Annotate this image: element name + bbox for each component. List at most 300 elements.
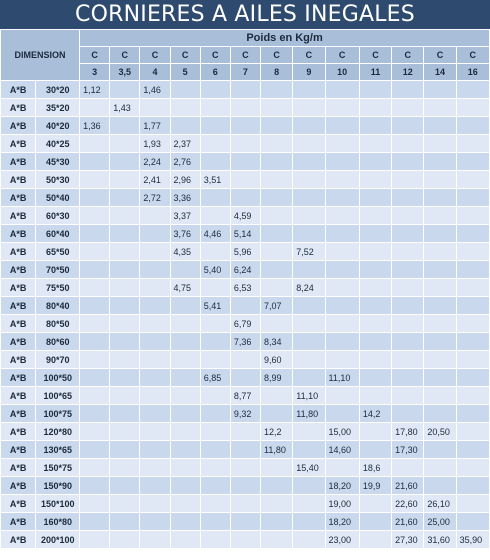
- weight-cell: 31,60: [424, 531, 456, 549]
- weight-cell: 15,00: [325, 423, 359, 441]
- dimension-size: 100*65: [36, 387, 80, 405]
- dimension-prefix: A*B: [1, 117, 36, 135]
- weight-cell: [293, 261, 325, 279]
- weight-cell: [200, 333, 230, 351]
- weight-cell: [170, 117, 200, 135]
- weight-cell: [80, 513, 110, 531]
- weight-cell: [325, 99, 359, 117]
- weight-cell: [110, 153, 140, 171]
- weight-cell: [140, 225, 170, 243]
- weight-cell: [456, 279, 489, 297]
- weight-cell: [200, 351, 230, 369]
- thickness-header-cell: 14: [424, 64, 456, 81]
- weight-cell: [110, 135, 140, 153]
- weight-cell: [140, 405, 170, 423]
- weight-cell: 6,53: [230, 279, 260, 297]
- weight-cell: 8,77: [230, 387, 260, 405]
- weight-cell: [456, 459, 489, 477]
- weight-cell: [359, 153, 391, 171]
- dimension-prefix: A*B: [1, 297, 36, 315]
- dimension-prefix: A*B: [1, 279, 36, 297]
- weights-table: [0, 29, 490, 549]
- weight-cell: [110, 477, 140, 495]
- weight-cell: [325, 207, 359, 225]
- weight-cell: 1,12: [80, 81, 110, 99]
- weight-cell: 18,20: [325, 513, 359, 531]
- table-row: [1, 261, 490, 279]
- weight-cell: 27,30: [392, 531, 424, 549]
- table-row: [1, 171, 490, 189]
- weight-cell: [140, 279, 170, 297]
- weight-cell: [293, 135, 325, 153]
- dimension-prefix: A*B: [1, 243, 36, 261]
- weight-cell: [261, 225, 293, 243]
- weight-cell: [359, 117, 391, 135]
- weight-cell: [359, 189, 391, 207]
- weight-cell: [392, 261, 424, 279]
- weight-cell: 8,24: [293, 279, 325, 297]
- weight-cell: [293, 333, 325, 351]
- weight-cell: 21,60: [392, 513, 424, 531]
- weight-cell: 3,37: [170, 207, 200, 225]
- dimension-prefix: A*B: [1, 135, 36, 153]
- weight-cell: 2,76: [170, 153, 200, 171]
- weight-cell: 23,00: [325, 531, 359, 549]
- dimension-prefix: A*B: [1, 513, 36, 531]
- weight-cell: [424, 351, 456, 369]
- weight-cell: [80, 153, 110, 171]
- weight-cell: 6,85: [200, 369, 230, 387]
- weight-cell: [140, 243, 170, 261]
- table-row: [1, 369, 490, 387]
- weight-cell: 1,77: [140, 117, 170, 135]
- dimension-size: 40*20: [36, 117, 80, 135]
- weight-cell: [80, 441, 110, 459]
- weight-cell: [456, 423, 489, 441]
- weight-cell: [392, 405, 424, 423]
- weight-cell: [392, 207, 424, 225]
- weight-cell: [200, 513, 230, 531]
- weight-cell: [80, 225, 110, 243]
- dimension-prefix: A*B: [1, 189, 36, 207]
- dimension-size: 45*30: [36, 153, 80, 171]
- table-row: [1, 513, 490, 531]
- weight-cell: [230, 531, 260, 549]
- weight-cell: [230, 99, 260, 117]
- c-header-cell: C: [200, 47, 230, 64]
- weight-cell: [325, 225, 359, 243]
- weight-cell: [325, 81, 359, 99]
- weight-cell: [392, 387, 424, 405]
- weight-cell: [80, 243, 110, 261]
- weight-cell: [392, 189, 424, 207]
- weight-cell: [392, 135, 424, 153]
- weight-cell: [359, 81, 391, 99]
- table-row: [1, 279, 490, 297]
- weight-cell: 15,40: [293, 459, 325, 477]
- weight-cell: [230, 459, 260, 477]
- weight-cell: 17,30: [392, 441, 424, 459]
- table-row: [1, 99, 490, 117]
- weight-cell: [456, 171, 489, 189]
- weight-cell: [392, 333, 424, 351]
- weight-cell: [80, 279, 110, 297]
- thickness-header-cell: 12: [392, 64, 424, 81]
- dimension-size: 60*30: [36, 207, 80, 225]
- weight-cell: [424, 189, 456, 207]
- weight-cell: [456, 99, 489, 117]
- weight-cell: [456, 297, 489, 315]
- weight-cell: 5,96: [230, 243, 260, 261]
- weight-cell: [80, 531, 110, 549]
- weight-cell: [456, 369, 489, 387]
- weight-cell: [424, 171, 456, 189]
- c-header-cell: C: [170, 47, 200, 64]
- weight-cell: [170, 441, 200, 459]
- weight-cell: [424, 81, 456, 99]
- weight-cell: [200, 99, 230, 117]
- weight-cell: [293, 171, 325, 189]
- weight-cell: [359, 495, 391, 513]
- weight-cell: [392, 153, 424, 171]
- weight-cell: [424, 405, 456, 423]
- weight-cell: 22,60: [392, 495, 424, 513]
- weight-cell: [110, 459, 140, 477]
- weight-cell: [140, 369, 170, 387]
- weight-cell: [424, 459, 456, 477]
- weight-cell: [80, 405, 110, 423]
- dimension-prefix: A*B: [1, 99, 36, 117]
- weight-cell: [200, 189, 230, 207]
- weight-cell: [110, 297, 140, 315]
- weight-cell: [140, 495, 170, 513]
- c-header-cell: C: [392, 47, 424, 64]
- dimension-prefix: A*B: [1, 387, 36, 405]
- weight-cell: [293, 531, 325, 549]
- weight-cell: [456, 225, 489, 243]
- weight-cell: [456, 81, 489, 99]
- weight-cell: [110, 387, 140, 405]
- weight-cell: [392, 99, 424, 117]
- weight-cell: 11,10: [293, 387, 325, 405]
- weight-cell: [293, 369, 325, 387]
- weight-cell: [456, 405, 489, 423]
- c-header-cell: C: [424, 47, 456, 64]
- weight-cell: [80, 261, 110, 279]
- weight-cell: [200, 153, 230, 171]
- weight-cell: [359, 333, 391, 351]
- weight-cell: [261, 243, 293, 261]
- weight-cell: 11,80: [261, 441, 293, 459]
- dimension-prefix: A*B: [1, 333, 36, 351]
- weight-cell: [200, 459, 230, 477]
- weight-cell: [170, 261, 200, 279]
- weight-cell: 8,34: [261, 333, 293, 351]
- dimension-prefix: A*B: [1, 81, 36, 99]
- weight-cell: [110, 117, 140, 135]
- weight-cell: [230, 477, 260, 495]
- weight-cell: [80, 171, 110, 189]
- weight-cell: [80, 333, 110, 351]
- weight-cell: [110, 81, 140, 99]
- weight-cell: [140, 207, 170, 225]
- dimension-prefix: A*B: [1, 495, 36, 513]
- weight-cell: 2,72: [140, 189, 170, 207]
- weight-cell: [424, 369, 456, 387]
- table-row: [1, 315, 490, 333]
- weight-cell: [200, 423, 230, 441]
- weight-cell: 7,52: [293, 243, 325, 261]
- weight-cell: [359, 99, 391, 117]
- weight-cell: 9,32: [230, 405, 260, 423]
- weight-cell: [424, 153, 456, 171]
- dimension-prefix: A*B: [1, 531, 36, 549]
- weight-cell: [110, 333, 140, 351]
- c-header-cell: C: [359, 47, 391, 64]
- weight-cell: 14,2: [359, 405, 391, 423]
- weight-cell: [140, 477, 170, 495]
- weight-cell: [170, 351, 200, 369]
- weight-cell: [424, 225, 456, 243]
- weight-cell: [170, 387, 200, 405]
- weight-cell: [140, 441, 170, 459]
- c-header-cell: C: [80, 47, 110, 64]
- dimension-size: 150*100: [36, 495, 80, 513]
- weight-cell: [110, 189, 140, 207]
- weight-cell: [359, 351, 391, 369]
- thickness-header-cell: 5: [170, 64, 200, 81]
- table-row: [1, 189, 490, 207]
- weight-cell: [80, 207, 110, 225]
- weight-cell: 11,80: [293, 405, 325, 423]
- weight-cell: [359, 513, 391, 531]
- weight-cell: [80, 369, 110, 387]
- weight-cell: 14,60: [325, 441, 359, 459]
- weight-cell: 5,14: [230, 225, 260, 243]
- table-row: [1, 351, 490, 369]
- weight-cell: [110, 279, 140, 297]
- weight-cell: 7,07: [261, 297, 293, 315]
- dimension-prefix: A*B: [1, 441, 36, 459]
- thickness-header-cell: 3,5: [110, 64, 140, 81]
- weight-cell: 1,43: [110, 99, 140, 117]
- weight-cell: [359, 441, 391, 459]
- weight-cell: [392, 315, 424, 333]
- weight-cell: 26,10: [424, 495, 456, 513]
- weight-cell: [424, 315, 456, 333]
- weight-cell: [424, 135, 456, 153]
- table-row: [1, 81, 490, 99]
- weight-cell: 6,24: [230, 261, 260, 279]
- weight-cell: [80, 315, 110, 333]
- weight-cell: [261, 207, 293, 225]
- weight-cell: [456, 351, 489, 369]
- weight-cell: [392, 459, 424, 477]
- dimension-size: 50*30: [36, 171, 80, 189]
- weight-cell: 12,2: [261, 423, 293, 441]
- weight-cell: [110, 441, 140, 459]
- dimension-prefix: A*B: [1, 225, 36, 243]
- weight-cell: 6,79: [230, 315, 260, 333]
- weight-cell: [261, 117, 293, 135]
- weight-cell: [140, 513, 170, 531]
- weight-cell: [230, 135, 260, 153]
- weight-cell: [392, 81, 424, 99]
- weight-cell: [359, 225, 391, 243]
- weight-cell: [261, 279, 293, 297]
- weight-cell: 8,99: [261, 369, 293, 387]
- dimension-size: 35*20: [36, 99, 80, 117]
- weight-cell: [230, 441, 260, 459]
- weight-cell: [456, 315, 489, 333]
- table-row: [1, 117, 490, 135]
- weight-cell: [170, 297, 200, 315]
- c-header-cell: C: [230, 47, 260, 64]
- weight-cell: 1,36: [80, 117, 110, 135]
- table-row: [1, 243, 490, 261]
- weight-cell: 18,6: [359, 459, 391, 477]
- weight-cell: [261, 405, 293, 423]
- weight-cell: 2,96: [170, 171, 200, 189]
- weight-cell: 4,59: [230, 207, 260, 225]
- table-row: [1, 495, 490, 513]
- weight-cell: [140, 333, 170, 351]
- weight-cell: 18,20: [325, 477, 359, 495]
- thickness-header-cell: 11: [359, 64, 391, 81]
- thickness-header-cell: 4: [140, 64, 170, 81]
- weight-cell: [80, 495, 110, 513]
- weight-cell: 11,10: [325, 369, 359, 387]
- weight-cell: [325, 315, 359, 333]
- weight-cell: [359, 297, 391, 315]
- c-header-cell: C: [456, 47, 489, 64]
- weight-cell: [456, 153, 489, 171]
- dimension-size: 120*80: [36, 423, 80, 441]
- weight-cell: [80, 459, 110, 477]
- weight-cell: [392, 351, 424, 369]
- weight-cell: [200, 405, 230, 423]
- weight-cell: [140, 423, 170, 441]
- c-header-cell: C: [325, 47, 359, 64]
- dimension-prefix: A*B: [1, 315, 36, 333]
- weight-cell: [140, 261, 170, 279]
- weight-cell: [456, 441, 489, 459]
- weight-cell: [325, 351, 359, 369]
- weight-cell: [359, 387, 391, 405]
- dimension-size: 80*60: [36, 333, 80, 351]
- table-row: [1, 423, 490, 441]
- weight-cell: [80, 477, 110, 495]
- weight-cell: [110, 351, 140, 369]
- weight-cell: [261, 315, 293, 333]
- weight-cell: [261, 99, 293, 117]
- weight-cell: [140, 459, 170, 477]
- weight-cell: [230, 495, 260, 513]
- c-header-cell: C: [110, 47, 140, 64]
- weight-cell: [80, 99, 110, 117]
- weight-cell: [261, 459, 293, 477]
- c-header-cell: C: [293, 47, 325, 64]
- dimension-prefix: A*B: [1, 405, 36, 423]
- weight-cell: [230, 189, 260, 207]
- weight-cell: [140, 387, 170, 405]
- weight-cell: 4,46: [200, 225, 230, 243]
- weight-cell: 5,40: [200, 261, 230, 279]
- weight-cell: [392, 225, 424, 243]
- weight-cell: [293, 441, 325, 459]
- weight-cell: [261, 495, 293, 513]
- weight-cell: [424, 297, 456, 315]
- table-row: [1, 135, 490, 153]
- weight-cell: [230, 117, 260, 135]
- weight-cell: [261, 81, 293, 99]
- c-header-cell: C: [140, 47, 170, 64]
- weight-cell: [359, 207, 391, 225]
- dimension-size: 30*20: [36, 81, 80, 99]
- weight-cell: [392, 297, 424, 315]
- weight-cell: [325, 405, 359, 423]
- weight-cell: [293, 207, 325, 225]
- weight-cell: [170, 459, 200, 477]
- weight-cell: [456, 513, 489, 531]
- weight-cell: [261, 261, 293, 279]
- weight-cell: [424, 477, 456, 495]
- weight-cell: [200, 495, 230, 513]
- weight-cell: [261, 171, 293, 189]
- weight-cell: [293, 153, 325, 171]
- dimension-size: 60*40: [36, 225, 80, 243]
- weight-cell: [392, 243, 424, 261]
- weight-cell: [424, 333, 456, 351]
- weight-cell: [200, 441, 230, 459]
- weight-cell: [359, 135, 391, 153]
- weight-cell: 3,36: [170, 189, 200, 207]
- dimension-prefix: A*B: [1, 207, 36, 225]
- weight-cell: [424, 261, 456, 279]
- weight-cell: [293, 495, 325, 513]
- weight-cell: [200, 117, 230, 135]
- table-row: [1, 297, 490, 315]
- dimension-size: 100*75: [36, 405, 80, 423]
- weight-cell: [230, 513, 260, 531]
- dimension-size: 150*90: [36, 477, 80, 495]
- weight-cell: [230, 297, 260, 315]
- unit-header: Poids en Kg/m: [80, 30, 490, 47]
- weight-cell: [456, 135, 489, 153]
- weight-cell: [230, 351, 260, 369]
- weight-cell: [110, 171, 140, 189]
- weight-cell: [456, 243, 489, 261]
- weight-cell: [424, 99, 456, 117]
- weight-cell: [261, 153, 293, 171]
- weight-cell: [200, 315, 230, 333]
- weight-cell: [359, 369, 391, 387]
- c-header-cell: C: [261, 47, 293, 64]
- weight-cell: [140, 531, 170, 549]
- dimension-prefix: A*B: [1, 459, 36, 477]
- dimension-prefix: A*B: [1, 369, 36, 387]
- weight-cell: [359, 531, 391, 549]
- weight-cell: [110, 423, 140, 441]
- weight-cell: 2,24: [140, 153, 170, 171]
- weight-cell: [325, 243, 359, 261]
- weight-cell: [293, 513, 325, 531]
- weight-cell: [170, 369, 200, 387]
- dimension-size: 130*65: [36, 441, 80, 459]
- dimension-size: 65*50: [36, 243, 80, 261]
- weight-cell: [293, 351, 325, 369]
- weight-cell: [200, 279, 230, 297]
